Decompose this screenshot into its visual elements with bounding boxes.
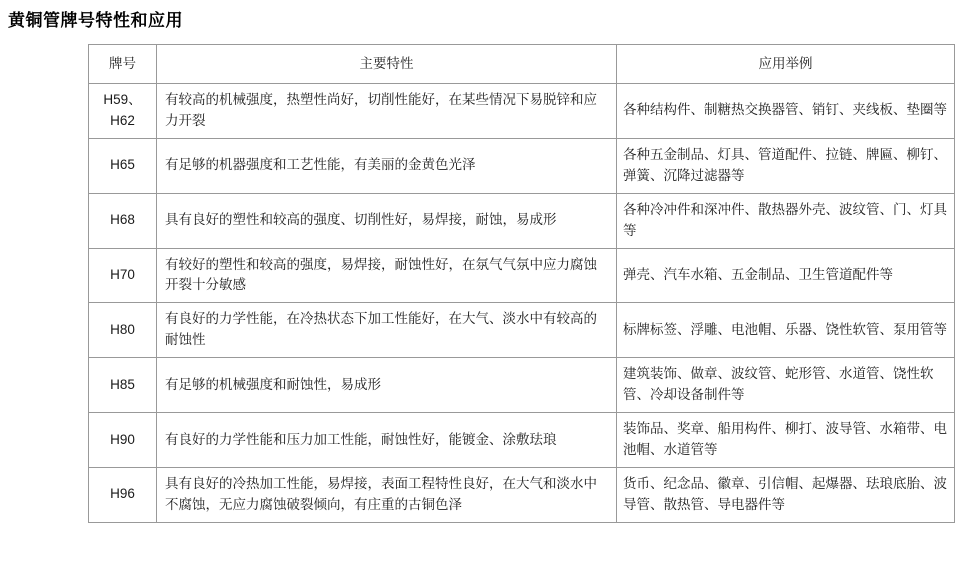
cell-applications: 弹壳、汽车水箱、五金制品、卫生管道配件等: [617, 248, 955, 303]
table-row: [89, 84, 955, 139]
cell-properties: 有良好的力学性能，在冷热状态下加工性能好，在大气、淡水中有较高的耐蚀性: [157, 303, 617, 358]
table-row: [89, 193, 955, 248]
cell-grade: H65: [89, 138, 157, 193]
table-row: [89, 138, 955, 193]
cell-properties: 有足够的机器强度和工艺性能，有美丽的金黄色光泽: [157, 138, 617, 193]
cell-grade: H70: [89, 248, 157, 303]
cell-grade: H59、 H62: [89, 84, 157, 139]
table-row: [89, 303, 955, 358]
cell-properties: 具有良好的冷热加工性能，易焊接，表面工程特性良好，在大气和淡水中不腐蚀，无应力腐蚀破裂倾向，有庄重的古铜色泽: [157, 467, 617, 522]
cell-properties: 有较高的机械强度，热塑性尚好，切削性能好，在某些情况下易脱锌和应力开裂: [157, 84, 617, 139]
cell-properties: 有良好的力学性能和压力加工性能，耐蚀性好，能镀金、涂敷珐琅: [157, 413, 617, 468]
cell-applications: 各种结构件、制糖热交换器管、销钉、夹线板、垫圈等: [617, 84, 955, 139]
header-row: [89, 45, 955, 84]
cell-applications: 建筑装饰、做章、波纹管、蛇形管、水道管、饶性软管、冷却设备制件等: [617, 358, 955, 413]
cell-grade: H68: [89, 193, 157, 248]
table-row: [89, 248, 955, 303]
cell-properties: 有较好的塑性和较高的强度，易焊接，耐蚀性好，在氛气气氛中应力腐蚀开裂十分敏感: [157, 248, 617, 303]
cell-grade: H80: [89, 303, 157, 358]
cell-applications: 各种五金制品、灯具、管道配件、拉链、牌匾、柳钉、弹簧、沉降过滤器等: [617, 138, 955, 193]
table-row: [89, 358, 955, 413]
table-header: [89, 45, 955, 84]
table-row: [89, 413, 955, 468]
cell-applications: 各种冷冲件和深冲件、散热器外壳、波纹管、门、灯具等: [617, 193, 955, 248]
cell-grade: H90: [89, 413, 157, 468]
cell-grade: H96: [89, 467, 157, 522]
header-grade: 牌号: [89, 45, 157, 84]
cell-applications: 货币、纪念品、徽章、引信帽、起爆器、珐琅底胎、波导管、散热管、导电器件等: [617, 467, 955, 522]
cell-properties: 具有良好的塑性和较高的强度、切削性好，易焊接，耐蚀，易成形: [157, 193, 617, 248]
header-applications: 应用举例: [617, 45, 955, 84]
brass-spec-table: [88, 44, 955, 523]
cell-properties: 有足够的机械强度和耐蚀性，易成形: [157, 358, 617, 413]
table-row: [89, 467, 955, 522]
page-title: 黄铜管牌号特性和应用: [8, 11, 183, 30]
header-properties: 主要特性: [157, 45, 617, 84]
table-body: [89, 84, 955, 523]
cell-grade: H85: [89, 358, 157, 413]
cell-applications: 标牌标签、浮雕、电池帽、乐器、饶性软管、泵用管等: [617, 303, 955, 358]
table-container: [0, 31, 972, 523]
cell-applications: 装饰品、奖章、船用构件、柳打、波导管、水箱带、电池帽、水道管等: [617, 413, 955, 468]
